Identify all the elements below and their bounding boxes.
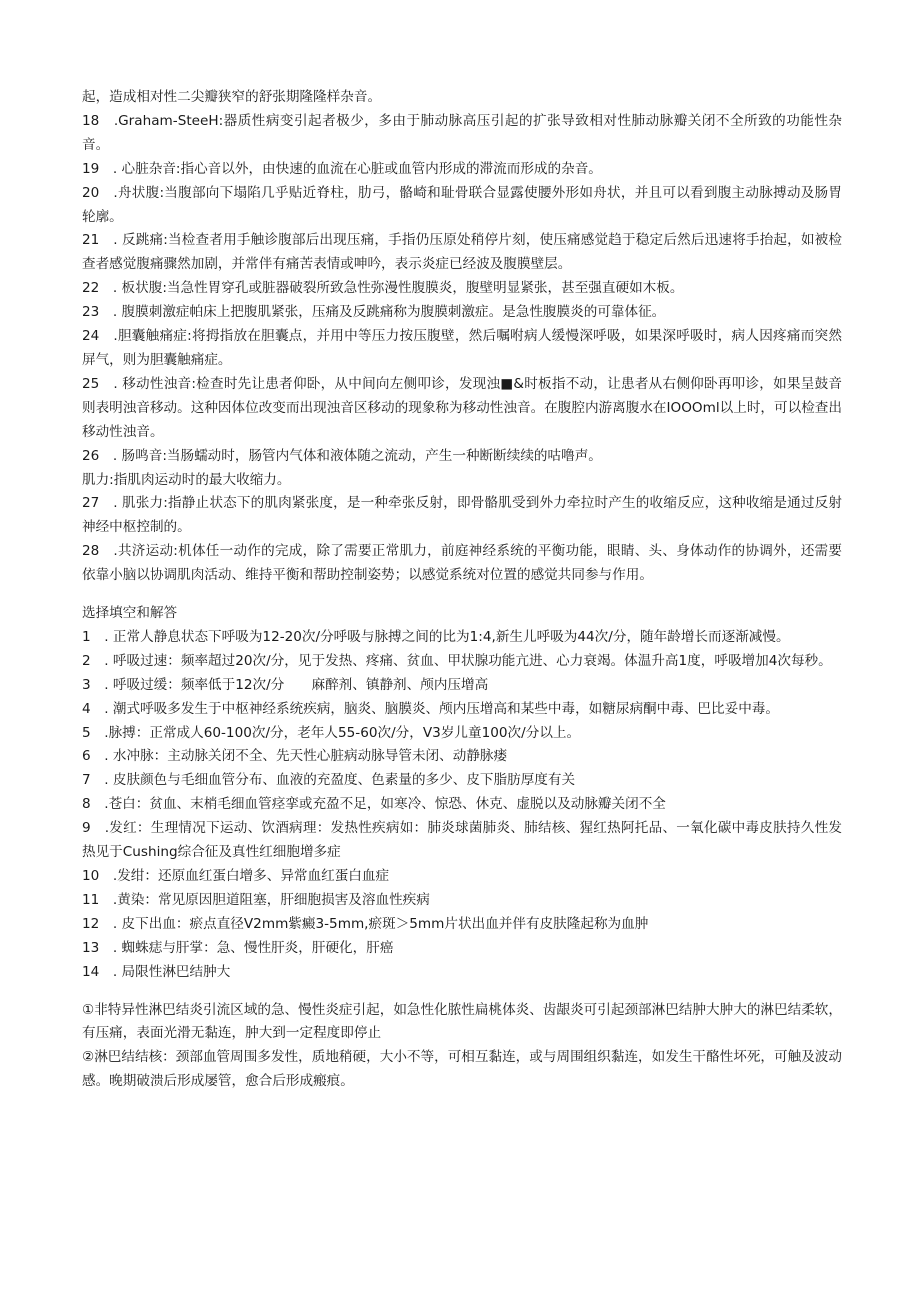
paragraph: 12 . 皮下出血：瘀点直径V2mm紫癜3-5mm,瘀斑＞5mm片状出血并伴有皮肤隆起称为血肿 [82, 915, 649, 932]
paragraph: 3 . 呼吸过缓：频率低于12次/分 麻醉剂、镇静剂、颅内压增高 [82, 676, 489, 693]
paragraph: 5 .脉搏：正常成人60-100次/分，老年人55-60次/分，V3岁儿童100次/分以上。 [82, 724, 581, 741]
paragraph: 9 .发红：生理情况下运动、饮酒病理：发热性疾病如：肺炎球菌肺炎、肺结核、猩红热阿托品、一氧化碳中毒皮肤持久性发热见于Cushing综合征及真性红细胞增多症 [82, 820, 842, 861]
paragraph: 26 . 肠鸣音:当肠蠕动时，肠管内气体和液体随之流动，产生一种断断续续的咕噜声。 [82, 447, 602, 464]
paragraph: 起，造成相对性二尖瓣狭窄的舒张期隆隆样杂音。 [82, 89, 382, 105]
paragraph: 10 .发绀：还原血红蛋白增多、异常血红蛋白血症 [82, 868, 390, 884]
paragraph: 6 . 水冲脉：主动脉关闭不全、先天性心脏病动脉导管未闭、动静脉瘘 [82, 748, 508, 765]
paragraph: 19 . 心脏杂音:指心音以外，由快速的血流在心脏或血管内形成的滞流而形成的杂音。 [82, 160, 602, 177]
paragraph: 8 .苍白：贫血、末梢毛细血管痉挛或充盈不足，如寒冷、惊恐、休克、虚脱以及动脉瓣关闭不全 [82, 796, 666, 813]
paragraph: 7 . 皮肤颜色与毛细血管分布、血液的充盈度、色素量的多少、皮下脂肪厚度有关 [82, 772, 576, 789]
paragraph: 1 . 正常人静息状态下呼吸为12-20次/分呼吸与脉搏之间的比为1:4,新生儿呼吸为44次/分，随年龄增长而逐渐减慢。 [82, 628, 790, 645]
paragraph: 28 .共济运动:机体任一动作的完成，除了需要正常肌力，前庭神经系统的平衡功能，眼睛、头、身体动作的协调外，还需要依靠小脑以协调肌肉活动、维持平衡和帮助控制姿势；以感觉系统对位置的感觉共同参与作用。 [82, 543, 842, 584]
section-gap [82, 985, 842, 999]
paragraph: 2 . 呼吸过速：频率超过20次/分，见于发热、疼痛、贫血、甲状腺功能亢进、心力衰竭。体温升高1度，呼吸增加4次每秒。 [82, 652, 832, 669]
paragraph: 22 . 板状腹:当急性胃穿孔或脏器破裂所致急性弥漫性腹膜炎，腹壁明显紧张，甚至强直硬如木板。 [82, 280, 684, 297]
paragraph: ②淋巴结结核：颈部血管周围多发性，质地稍硬，大小不等，可相互黏连，或与周围组织黏连，如发生干酪性坏死，可触及波动感。晚期破溃后形成屡管，愈合后形成瘢痕。 [82, 1049, 842, 1090]
paragraph: 13 . 蜘蛛痣与肝掌：急、慢性肝炎，肝硬化，肝癌 [82, 939, 394, 956]
section-gap [82, 588, 842, 602]
paragraph: ①非特异性淋巴结炎引流区域的急、慢性炎症引起，如急性化脓性扁桃体炎、齿龈炎可引起颈部淋巴结肿大肿大的淋巴结柔软，有压痛，表面光滑无黏连，肿大到一定程度即停止 [82, 1001, 842, 1042]
paragraph: 23 . 腹膜刺激症帕床上把腹肌紧张，压痛及反跳痛称为腹膜刺激症。是急性腹膜炎的可靠体征。 [82, 304, 666, 321]
paragraph: 20 .舟状腹:当腹部向下塌陷几乎贴近脊柱，肋弓，骼崎和耻骨联合显露使腰外形如舟状，并且可以看到腹主动脉搏动及肠胃轮廓。 [82, 184, 842, 225]
document-page [82, 86, 842, 1094]
paragraph: 14 . 局限性淋巴结肿大 [82, 963, 231, 980]
paragraph: 25 . 移动性浊音:检查时先让患者仰卧，从中间向左侧叩诊，发现浊■&时板指不动，让患者从右侧仰卧再叩诊，如果呈鼓音则表明浊音移动。这种因体位改变而出现浊音区移动的现象称为移动性浊音。在腹腔内游离腹水在IOOOml以上时，可以检查出移动性浊音。 [82, 375, 842, 440]
paragraph: 27 . 肌张力:指静止状态下的肌肉紧张度，是一种牵张反射，即骨骼肌受到外力牵拉时产生的收缩反应，这种收缩是通过反射神经中枢控制的。 [82, 495, 842, 536]
paragraph: 肌力:指肌肉运动时的最大收缩力。 [82, 471, 291, 488]
section-title: 选择填空和解答 [82, 605, 178, 622]
paragraph: 4 . 潮式呼吸多发生于中枢神经系统疾病，脑炎、脑膜炎、颅内压增高和某些中毒，如糖尿病酮中毒、巴比妥中毒。 [82, 700, 779, 717]
paragraph: 11 .黄染：常见原因胆道阻塞，肝细胞损害及溶血性疾病 [82, 891, 430, 908]
paragraph: 18 .Graham-SteeH:器质性病变引起者极少，多由于肺动脉高压引起的扩张导致相对性肺动脉瓣关闭不全所致的功能性杂音。 [82, 112, 842, 153]
paragraph: 24 .胆囊触痛症:将拇指放在胆囊点，并用中等压力按压腹壁，然后嘱咐病人缓慢深呼吸，如果深呼吸时，病人因疼痛而突然屏气，则为胆囊触痛症。 [82, 328, 842, 368]
paragraph: 21 . 反跳痛:当检查者用手触诊腹部后出现压痛，手指仍压原处稍停片刻，使压痛感觉趋于稳定后然后迅速将手抬起，如被检查者感觉腹痛骤然加剧，并常伴有痛苦表情或呻吟，表示炎症已经波及腹膜壁层。 [82, 232, 842, 273]
